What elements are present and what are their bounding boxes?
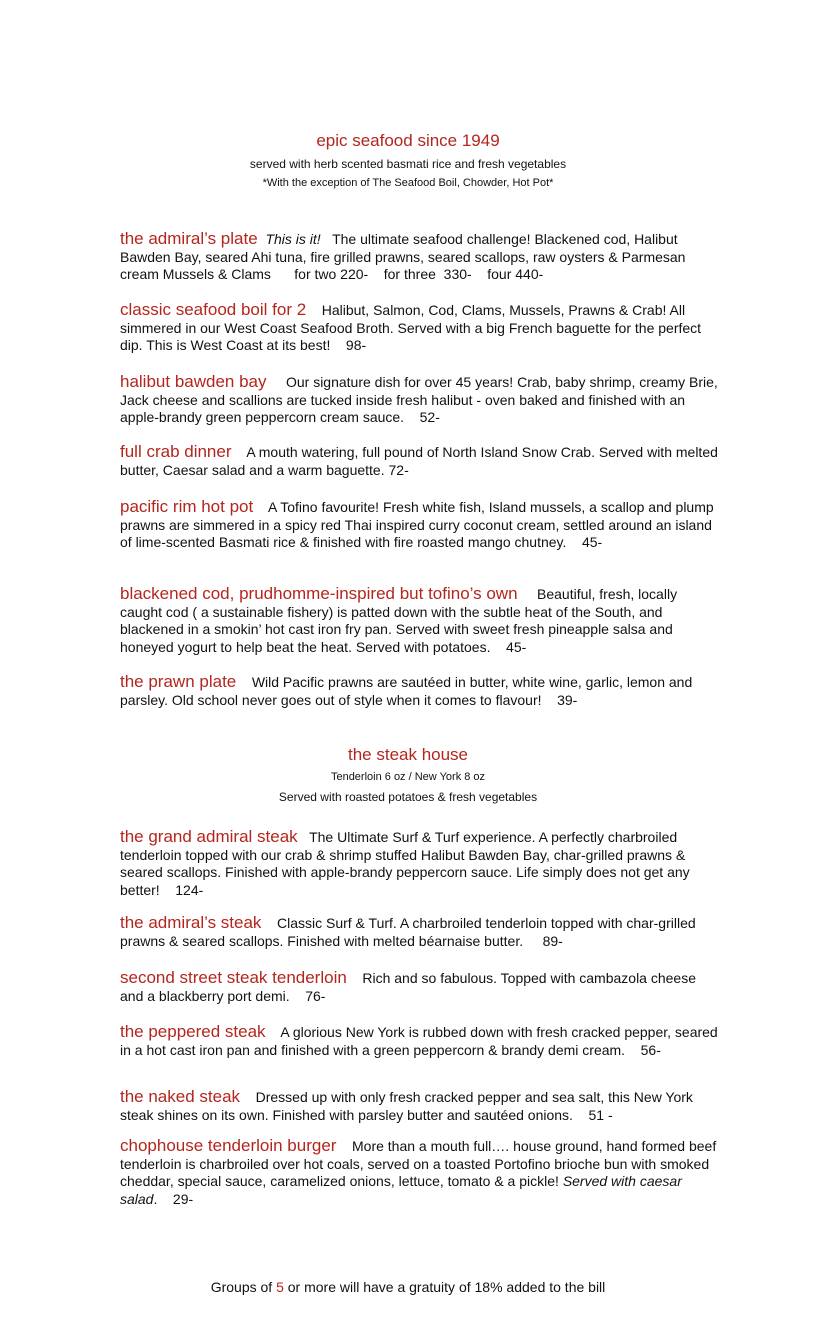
item-price: 29-: [172, 1190, 194, 1207]
menu-item: [120, 585, 720, 656]
item-name: the peppered steak: [120, 1022, 266, 1041]
item-price: 51 -: [588, 1106, 613, 1123]
item-name: halibut bawden bay: [120, 372, 267, 391]
item-price: 76-: [305, 987, 326, 1004]
menu-item: [120, 1088, 720, 1124]
menu-item: [120, 443, 720, 479]
item-description-italic: Served with caesar salad: [120, 1173, 682, 1207]
menu-item: [120, 230, 720, 284]
item-price: 52-: [419, 409, 440, 425]
seafood-title: epic seafood since 1949: [316, 131, 500, 150]
gratuity-note: [0, 1279, 816, 1295]
item-name: pacific rim hot pot: [120, 497, 254, 516]
item-name: the grand admiral steak: [120, 827, 298, 846]
item-description: Beautiful, fresh, locally caught cod ( a sustainable fishery) is patted down with the subtle heat of the South, and blackened in a smokin’ hot cast iron fry pan. Served with sweet fresh pineapple salsa and honeyed yogurt to help beat the heat. Served with potatoes.: [120, 586, 678, 655]
item-name: full crab dinner: [120, 442, 232, 461]
item-price: 72-: [388, 461, 409, 478]
item-name: the admiral’s steak: [120, 913, 262, 932]
footer-text-before: Groups of: [210, 1279, 277, 1295]
steak-subtitle: Tenderloin 6 oz / New York 8 oz: [330, 771, 486, 783]
item-price: 124-: [175, 881, 204, 898]
item-tagline: This is it!: [265, 231, 321, 247]
item-description: Classic Surf & Turf. A charbroiled tenderloin topped with char-grilled prawns & seared scallops. Finished with melted béarnaise butter.: [120, 915, 696, 949]
item-name: classic seafood boil for 2: [120, 300, 307, 319]
menu-item: [120, 498, 720, 552]
item-price: 45-: [581, 534, 603, 550]
footer-group-size: 5: [276, 1279, 284, 1295]
item-description: Wild Pacific prawns are sautéed in butter, white wine, garlic, lemon and parsley. Old school never goes out of style when it comes to flavour!: [120, 674, 693, 708]
item-description: A Tofino favourite! Fresh white fish, Island mussels, a scallop and plump prawns are simmered in a spicy red Thai inspired curry coconut cream, settled around an island of lime-scented Basmati rice & finished with fire roasted mango chutney.: [120, 499, 714, 550]
item-price: 45-: [506, 638, 527, 655]
item-description: The Ultimate Surf & Turf experience. A perfectly charbroiled tenderloin topped with our crab & shrimp stuffed Halibut Bawden Bay, char-grilled prawns & seared scallops. Finished with apple-brandy peppercorn sauce. Life simply does not get any better!: [120, 829, 690, 898]
menu-item: [120, 828, 720, 899]
item-description: Halibut, Salmon, Cod, Clams, Mussels, Prawns & Crab! All simmered in our West Coast Seafood Broth. Served with a big French baguette for the perfect dip. This is West Coast at its best!: [120, 302, 702, 353]
steak-header: [0, 745, 816, 805]
seafood-note: *With the exception of The Seafood Boil, Chowder, Hot Pot*: [262, 177, 554, 189]
item-description: The ultimate seafood challenge! Blackened cod, Halibut Bawden Bay, seared Ahi tuna, fire grilled prawns, seared scallops, raw oysters & Parmesan cream Mussels & Clams: [120, 231, 686, 282]
seafood-subtitle: served with herb scented basmati rice and fresh vegetables: [249, 157, 567, 171]
menu-item: [120, 673, 720, 709]
item-price: 98-: [345, 337, 367, 353]
item-name: blackened cod, prudhomme-inspired but tofino’s own: [120, 584, 518, 603]
menu-item: [120, 1023, 720, 1059]
item-price: 39-: [557, 691, 578, 708]
footer-text-after: or more will have a gratuity of 18% added to the bill: [283, 1279, 606, 1295]
seafood-header: [0, 131, 816, 191]
item-price: for two 220- for three 330- four 440-: [294, 266, 544, 282]
menu-item: [120, 969, 720, 1005]
item-price: 89-: [542, 932, 563, 949]
steak-note: Served with roasted potatoes & fresh vegetables: [278, 790, 538, 804]
menu-item: [120, 301, 720, 355]
item-description: Dressed up with only fresh cracked pepper and sea salt, this New York steak shines on its own. Finished with parsley butter and sautéed onions.: [120, 1089, 693, 1123]
menu-item: [120, 914, 720, 950]
item-name: the admiral’s plate: [120, 229, 258, 248]
item-description: A glorious New York is rubbed down with fresh cracked pepper, seared in a hot cast iron pan and finished with a green peppercorn & brandy demi cream.: [120, 1024, 718, 1058]
menu-item: chophouse tenderloin burger More than a mouth full…. house ground, hand formed beef tenderloin is charbroiled over hot coals, served on a toasted Portofino brioche bun with smoked cheddar, special sauce, caramelized onions, lettuce, tomato & a pickle! Served with caesar salad. 29-: [120, 1136, 717, 1207]
item-description: A mouth watering, full pound of North Island Snow Crab. Served with melted butter, Caesar salad and a warm baguette.: [120, 444, 718, 478]
item-description: More than a mouth full…. house ground, hand formed beef tenderloin is charbroiled over hot coals, served on a toasted Portofino brioche bun with smoked cheddar, special sauce, caramelized onions, lettuce, tomato & a pickle!: [120, 1138, 717, 1189]
item-name: the naked steak: [120, 1087, 241, 1106]
item-description: Rich and so fabulous. Topped with cambazola cheese and a blackberry port demi.: [120, 970, 696, 1004]
item-price: 56-: [640, 1041, 661, 1058]
item-name: chophouse tenderloin burger: [120, 1136, 337, 1155]
menu-item: [120, 373, 720, 427]
item-name: the prawn plate: [120, 672, 237, 691]
item-name: second street steak tenderloin: [120, 968, 347, 987]
steak-title: the steak house: [347, 745, 469, 764]
item-description: Our signature dish for over 45 years! Crab, baby shrimp, creamy Brie, Jack cheese and scallions are tucked inside fresh halibut - oven baked and finished with an apple-brandy green peppercorn cream sauce.: [120, 374, 718, 425]
